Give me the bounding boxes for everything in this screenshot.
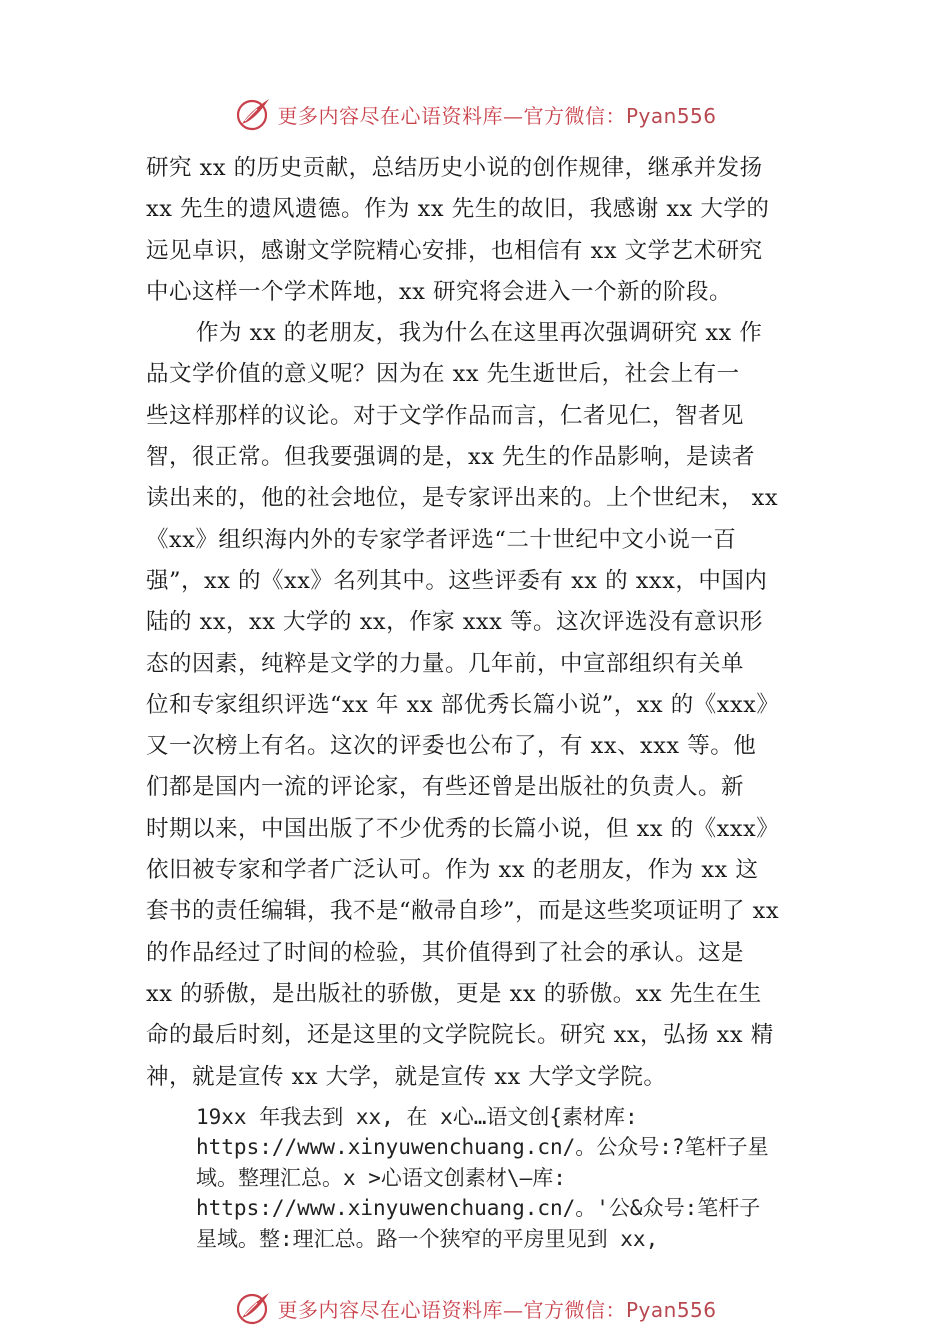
text-line: 远见卓识，感谢文学院精心安排，也相信有 xx 文学艺术研究 bbox=[146, 237, 763, 264]
text-line: 依旧被专家和学者广泛认可。作为 xx 的老朋友，作为 xx 这 bbox=[146, 857, 759, 884]
text-line: 强”，xx 的《xx》名列其中。这些评委有 xx 的 xxx，中国内 bbox=[146, 567, 768, 594]
text-line: 命的最后时刻，还是这里的文学院院长。研究 xx，弘扬 xx 精 bbox=[146, 1022, 774, 1049]
paragraph-3 bbox=[196, 1102, 826, 1254]
text-line: 套书的责任编辑，我不是“敝帚自珍”，而是这些奖项证明了 xx bbox=[146, 898, 780, 925]
paragraph-1 bbox=[146, 148, 822, 313]
text-line: 些这样那样的议论。对于文学作品而言，仁者见仁，智者见 bbox=[146, 402, 745, 429]
text-line: https://www.xinyuwenchuang.cn/。公众号:?笔杆子星 bbox=[196, 1135, 769, 1160]
text-line: xx 的骄傲，是出版社的骄傲，更是 xx 的骄傲。xx 先生在生 bbox=[146, 980, 762, 1007]
text-line: 陆的 xx，xx 大学的 xx，作家 xxx 等。这次评选没有意识形 bbox=[146, 609, 763, 636]
text-line: 们都是国内一流的评论家，有些还曾是出版社的负责人。新 bbox=[146, 774, 745, 801]
text-line: 读出来的，他的社会地位，是专家评出来的。上个世纪末， xx bbox=[146, 485, 779, 512]
text-line: 《xx》组织海内外的专家学者评选“二十世纪中文小说一百 bbox=[146, 526, 737, 553]
text-line: 智，很正常。但我要强调的是，xx 先生的作品影响，是读者 bbox=[146, 444, 756, 471]
text-line: 的作品经过了时间的检验，其价值得到了社会的承认。这是 bbox=[146, 939, 745, 966]
quill-logo-icon bbox=[233, 1288, 273, 1328]
footer-banner bbox=[0, 1286, 950, 1330]
text-line: 作为 xx 的老朋友，我为什么在这里再次强调研究 xx 作 bbox=[196, 320, 763, 347]
text-line: 品文学价值的意义呢？因为在 xx 先生逝世后，社会上有一 bbox=[146, 361, 740, 388]
text-line: https://www.xinyuwenchuang.cn/。'公&众号:笔杆子 bbox=[196, 1196, 761, 1221]
banner-title: 更多内容尽在心语资料库—官方微信：Pyan556 bbox=[277, 103, 717, 128]
text-line: xx 先生的遗风遗德。作为 xx 先生的故旧，我感谢 xx 大学的 bbox=[146, 196, 770, 223]
quill-logo-icon bbox=[233, 94, 273, 134]
text-line: 神，就是宣传 xx 大学，就是宣传 xx 大学文学院。 bbox=[146, 1063, 667, 1090]
text-line: 态的因素，纯粹是文学的力量。几年前，中宣部组织有关单 bbox=[146, 650, 745, 677]
text-line: 星域。整:理汇总。路一个狭窄的平房里见到 xx, bbox=[196, 1226, 659, 1251]
text-line: 19xx 年我去到 xx, 在 x心…语文创{素材库: bbox=[196, 1105, 638, 1129]
header-banner bbox=[0, 92, 950, 136]
text-line: 研究 xx 的历史贡献，总结历史小说的创作规律，继承并发扬 bbox=[146, 155, 763, 181]
text-line: 又一次榜上有名。这次的评委也公布了，有 xx、xxx 等。他 bbox=[146, 733, 757, 760]
text-line: 位和专家组织评选“xx 年 xx 部优秀长篇小说”，xx 的《xxx》 bbox=[146, 691, 780, 718]
text-line: 域。整理汇总。x >心语文创素材\—库: bbox=[196, 1165, 566, 1190]
text-line: 中心这样一个学术阵地，xx 研究将会进入一个新的阶段。 bbox=[146, 278, 733, 305]
banner-title: 更多内容尽在心语资料库—官方微信：Pyan556 bbox=[277, 1297, 717, 1322]
text-line: 时期以来，中国出版了不少优秀的长篇小说，但 xx 的《xxx》 bbox=[146, 815, 780, 842]
paragraph-2 bbox=[146, 313, 822, 1098]
document-body bbox=[146, 148, 822, 1098]
